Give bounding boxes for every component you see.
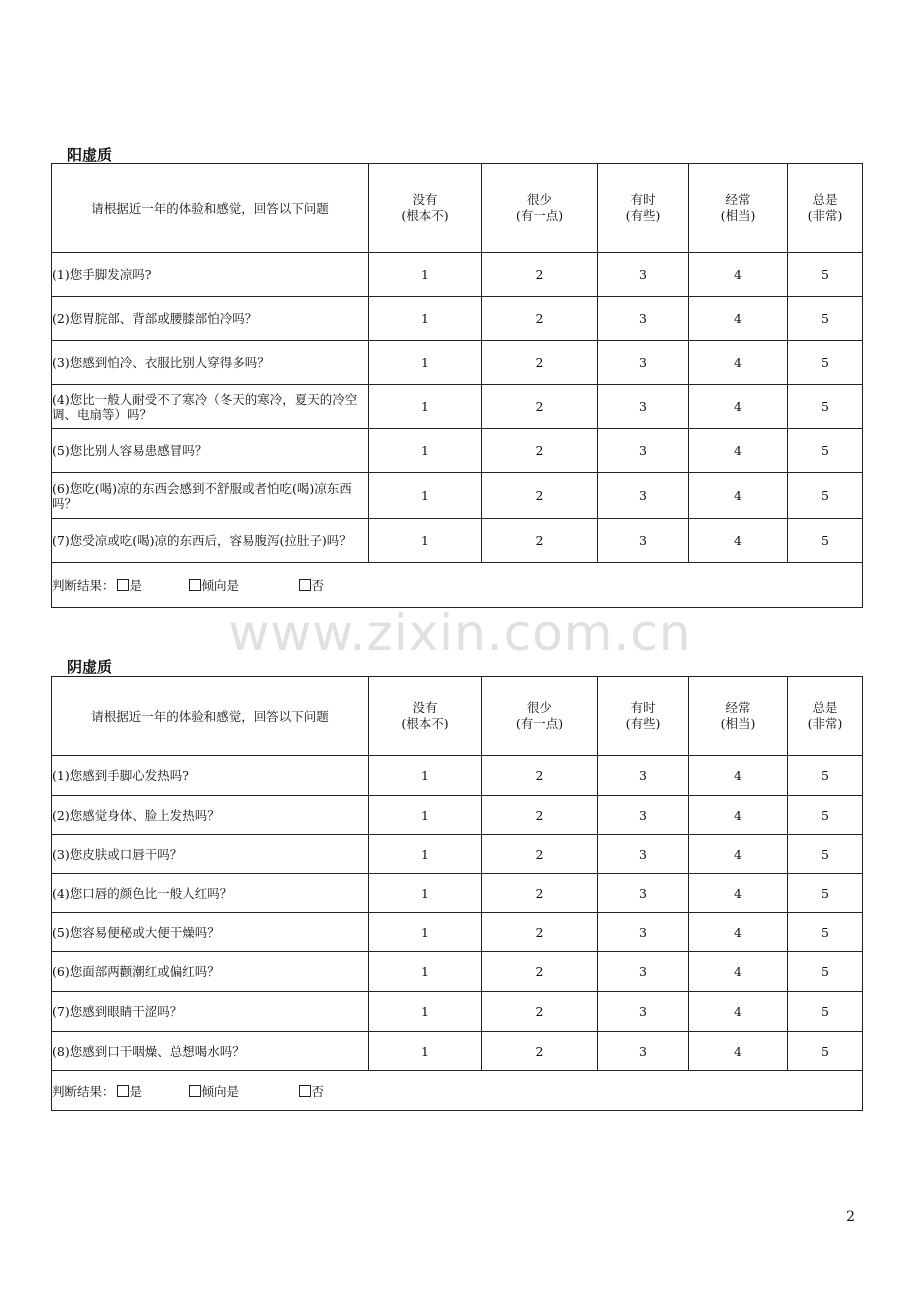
score-cell[interactable]: 1 bbox=[369, 835, 482, 874]
verdict-no-option[interactable]: 否 bbox=[299, 1082, 325, 1100]
verdict-label: 判断结果： bbox=[52, 578, 115, 593]
score-cell[interactable]: 2 bbox=[482, 473, 598, 519]
verdict-tendency-option[interactable]: 倾向是 bbox=[189, 1082, 299, 1100]
verdict-row bbox=[52, 1071, 863, 1111]
score-cell[interactable]: 4 bbox=[689, 385, 788, 429]
score-cell[interactable]: 2 bbox=[482, 429, 598, 473]
table-row bbox=[52, 952, 863, 992]
table-row bbox=[52, 473, 863, 519]
page-number: 2 bbox=[846, 1209, 855, 1225]
score-cell[interactable]: 1 bbox=[369, 874, 482, 913]
option-sometimes: 有时 (有些) bbox=[598, 677, 689, 756]
score-cell[interactable]: 3 bbox=[598, 756, 689, 796]
table-row bbox=[52, 992, 863, 1032]
score-cell[interactable]: 1 bbox=[369, 341, 482, 385]
score-cell[interactable]: 4 bbox=[689, 473, 788, 519]
score-cell[interactable]: 1 bbox=[369, 473, 482, 519]
question-text: (1)您感到手脚心发热吗? bbox=[52, 756, 369, 796]
questionnaire-table-yang-deficiency bbox=[51, 163, 863, 608]
score-cell[interactable]: 1 bbox=[369, 952, 482, 992]
score-cell[interactable]: 2 bbox=[482, 952, 598, 992]
verdict-yes-option[interactable]: 是 bbox=[117, 576, 189, 594]
option-rarely: 很少 (有一点) bbox=[482, 677, 598, 756]
score-cell[interactable]: 1 bbox=[369, 796, 482, 835]
score-cell[interactable]: 4 bbox=[689, 874, 788, 913]
score-cell[interactable]: 2 bbox=[482, 341, 598, 385]
score-cell[interactable]: 5 bbox=[788, 473, 863, 519]
score-cell[interactable]: 3 bbox=[598, 992, 689, 1032]
score-cell[interactable]: 5 bbox=[788, 835, 863, 874]
watermark: www.zixin.com.cn bbox=[228, 604, 692, 662]
score-cell[interactable]: 3 bbox=[598, 796, 689, 835]
question-text: (5)您容易便秘或大便干燥吗？ bbox=[52, 913, 369, 952]
question-text: (6)您吃(喝)凉的东西会感到不舒服或者怕吃(喝)凉东西吗？ bbox=[52, 473, 369, 519]
score-cell[interactable]: 2 bbox=[482, 519, 598, 563]
score-cell[interactable]: 3 bbox=[598, 385, 689, 429]
checkbox-icon[interactable] bbox=[299, 579, 311, 591]
question-text: (6)您面部两颧潮红或偏红吗？ bbox=[52, 952, 369, 992]
header-prompt: 请根据近一年的体验和感觉，回答以下问题 bbox=[52, 164, 369, 253]
score-cell[interactable]: 5 bbox=[788, 297, 863, 341]
score-cell[interactable]: 2 bbox=[482, 385, 598, 429]
score-cell[interactable]: 4 bbox=[689, 1032, 788, 1071]
table-row bbox=[52, 1032, 863, 1071]
score-cell[interactable]: 4 bbox=[689, 756, 788, 796]
questionnaire-table-yin-deficiency bbox=[51, 676, 863, 1111]
score-cell[interactable]: 4 bbox=[689, 913, 788, 952]
score-cell[interactable]: 3 bbox=[598, 341, 689, 385]
question-text: (2)您感觉身体、脸上发热吗？ bbox=[52, 796, 369, 835]
score-cell[interactable]: 2 bbox=[482, 756, 598, 796]
option-sometimes: 有时 (有些) bbox=[598, 164, 689, 253]
question-text: (7)您感到眼睛干涩吗？ bbox=[52, 992, 369, 1032]
table-row bbox=[52, 385, 863, 429]
score-cell[interactable]: 1 bbox=[369, 253, 482, 297]
table-row bbox=[52, 913, 863, 952]
verdict-tendency-option[interactable]: 倾向是 bbox=[189, 576, 299, 594]
score-cell[interactable]: 3 bbox=[598, 473, 689, 519]
score-cell[interactable]: 1 bbox=[369, 429, 482, 473]
score-cell[interactable]: 3 bbox=[598, 519, 689, 563]
verdict-yes-option[interactable]: 是 bbox=[117, 1082, 189, 1100]
score-cell[interactable]: 2 bbox=[482, 874, 598, 913]
verdict-row bbox=[52, 563, 863, 608]
score-cell[interactable]: 4 bbox=[689, 429, 788, 473]
section-title-yin-deficiency: 阴虚质 bbox=[67, 658, 113, 676]
table-row bbox=[52, 253, 863, 297]
score-cell[interactable]: 5 bbox=[788, 874, 863, 913]
score-cell[interactable]: 3 bbox=[598, 429, 689, 473]
score-cell[interactable]: 2 bbox=[482, 253, 598, 297]
table-row bbox=[52, 835, 863, 874]
option-rarely: 很少 (有一点) bbox=[482, 164, 598, 253]
score-cell[interactable]: 3 bbox=[598, 835, 689, 874]
option-always: 总是 (非常) bbox=[788, 677, 863, 756]
score-cell[interactable]: 1 bbox=[369, 519, 482, 563]
question-text: (3)您皮肤或口唇干吗？ bbox=[52, 835, 369, 874]
table-row bbox=[52, 874, 863, 913]
question-text: (5)您比别人容易患感冒吗？ bbox=[52, 429, 369, 473]
option-often: 经常 (相当) bbox=[689, 164, 788, 253]
score-cell[interactable]: 5 bbox=[788, 756, 863, 796]
table-row bbox=[52, 519, 863, 563]
score-cell[interactable]: 5 bbox=[788, 913, 863, 952]
score-cell[interactable]: 5 bbox=[788, 796, 863, 835]
score-cell[interactable]: 5 bbox=[788, 253, 863, 297]
section-title-yang-deficiency: 阳虚质 bbox=[67, 146, 113, 164]
question-text: (8)您感到口干咽燥、总想喝水吗？ bbox=[52, 1032, 369, 1071]
table-row bbox=[52, 796, 863, 835]
score-cell[interactable]: 1 bbox=[369, 756, 482, 796]
score-cell[interactable]: 2 bbox=[482, 913, 598, 952]
verdict-cell bbox=[52, 1071, 863, 1111]
score-cell[interactable]: 1 bbox=[369, 385, 482, 429]
score-cell[interactable]: 5 bbox=[788, 341, 863, 385]
score-cell[interactable]: 1 bbox=[369, 297, 482, 341]
checkbox-icon[interactable] bbox=[189, 579, 201, 591]
score-cell[interactable]: 1 bbox=[369, 913, 482, 952]
score-cell[interactable]: 5 bbox=[788, 992, 863, 1032]
score-cell[interactable]: 3 bbox=[598, 874, 689, 913]
header-prompt: 请根据近一年的体验和感觉，回答以下问题 bbox=[52, 677, 369, 756]
score-cell[interactable]: 2 bbox=[482, 992, 598, 1032]
score-cell[interactable]: 1 bbox=[369, 992, 482, 1032]
score-cell[interactable]: 3 bbox=[598, 1032, 689, 1071]
score-cell[interactable]: 3 bbox=[598, 952, 689, 992]
score-cell[interactable]: 4 bbox=[689, 341, 788, 385]
score-cell[interactable]: 3 bbox=[598, 913, 689, 952]
score-cell[interactable]: 2 bbox=[482, 297, 598, 341]
score-cell[interactable]: 2 bbox=[482, 796, 598, 835]
option-often: 经常 (相当) bbox=[689, 677, 788, 756]
question-text: (4)您口唇的颜色比一般人红吗？ bbox=[52, 874, 369, 913]
option-never: 没有 (根本不) bbox=[369, 677, 482, 756]
score-cell[interactable]: 3 bbox=[598, 297, 689, 341]
score-cell[interactable]: 3 bbox=[598, 253, 689, 297]
score-cell[interactable]: 2 bbox=[482, 835, 598, 874]
question-text: (7)您受凉或吃(喝)凉的东西后，容易腹泻(拉肚子)吗？ bbox=[52, 519, 369, 563]
checkbox-icon[interactable] bbox=[299, 1085, 311, 1097]
score-cell[interactable]: 5 bbox=[788, 385, 863, 429]
checkbox-icon[interactable] bbox=[189, 1085, 201, 1097]
question-text: (3)您感到怕冷、衣服比别人穿得多吗？ bbox=[52, 341, 369, 385]
question-text: (1)您手脚发凉吗? bbox=[52, 253, 369, 297]
score-cell[interactable]: 4 bbox=[689, 519, 788, 563]
verdict-no-option[interactable]: 否 bbox=[299, 576, 325, 594]
header-row bbox=[52, 677, 863, 756]
verdict-label: 判断结果： bbox=[52, 1083, 115, 1099]
score-cell[interactable]: 5 bbox=[788, 429, 863, 473]
score-cell[interactable]: 4 bbox=[689, 253, 788, 297]
verdict-cell bbox=[52, 563, 863, 608]
score-cell[interactable]: 4 bbox=[689, 952, 788, 992]
option-never: 没有 (根本不) bbox=[369, 164, 482, 253]
score-cell[interactable]: 1 bbox=[369, 1032, 482, 1071]
score-cell[interactable]: 4 bbox=[689, 992, 788, 1032]
score-cell[interactable]: 4 bbox=[689, 297, 788, 341]
score-cell[interactable]: 4 bbox=[689, 796, 788, 835]
option-always: 总是 (非常) bbox=[788, 164, 863, 253]
score-cell[interactable]: 5 bbox=[788, 1032, 863, 1071]
score-cell[interactable]: 5 bbox=[788, 519, 863, 563]
header-row bbox=[52, 164, 863, 253]
table-row bbox=[52, 341, 863, 385]
checkbox-icon[interactable] bbox=[117, 1085, 129, 1097]
table-row bbox=[52, 756, 863, 796]
question-text: (4)您比一般人耐受不了寒冷（冬天的寒冷，夏天的冷空调、电扇等）吗？ bbox=[52, 385, 369, 429]
question-text: (2)您胃脘部、背部或腰膝部怕冷吗？ bbox=[52, 297, 369, 341]
table-row bbox=[52, 297, 863, 341]
table-row bbox=[52, 429, 863, 473]
score-cell[interactable]: 5 bbox=[788, 952, 863, 992]
score-cell[interactable]: 4 bbox=[689, 835, 788, 874]
checkbox-icon[interactable] bbox=[117, 579, 129, 591]
score-cell[interactable]: 2 bbox=[482, 1032, 598, 1071]
